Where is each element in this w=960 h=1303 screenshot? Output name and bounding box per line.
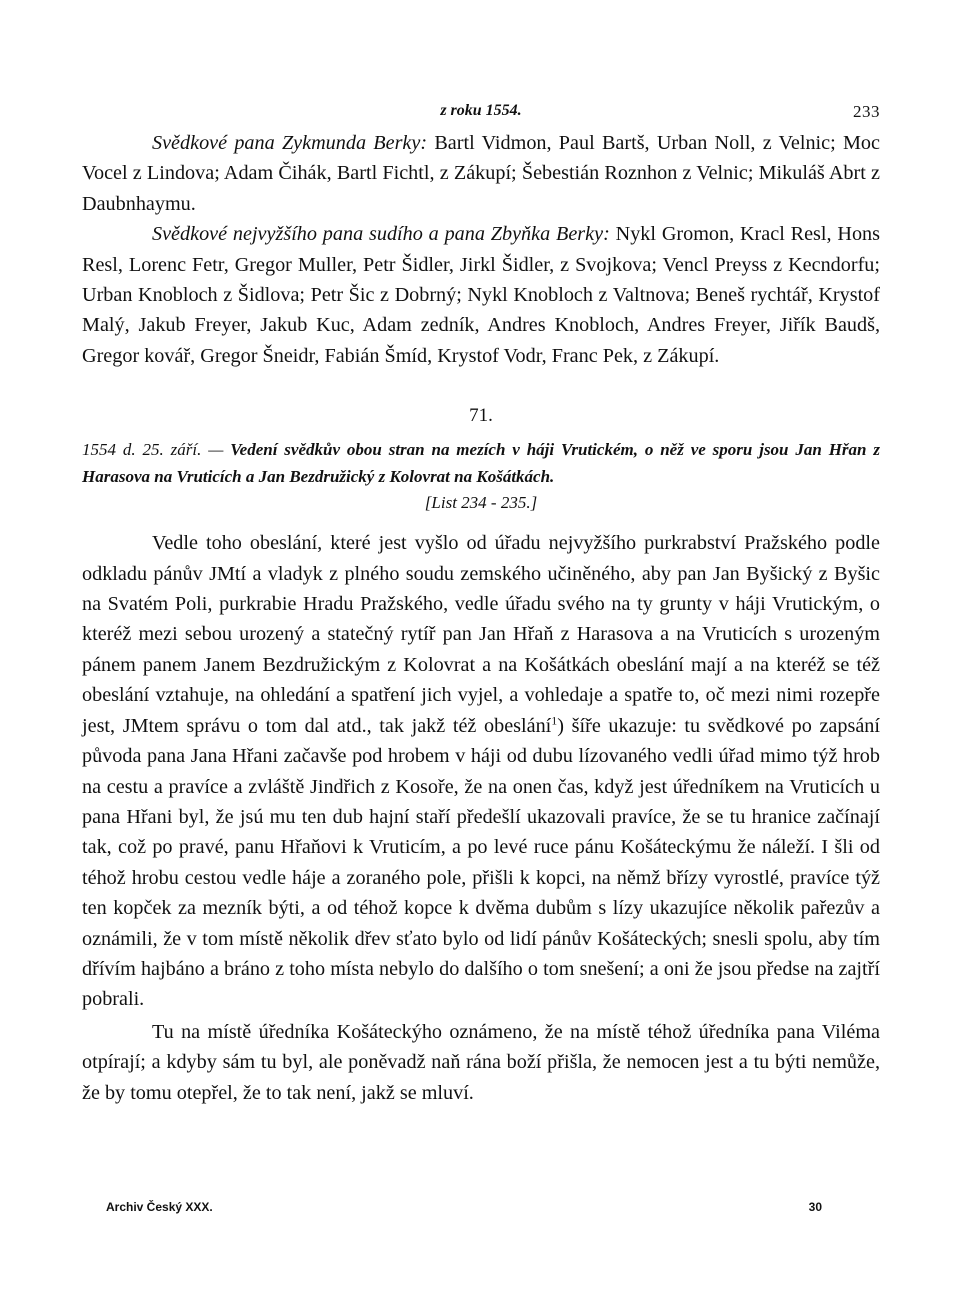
document-regest bbox=[82, 437, 880, 490]
page-number: 233 bbox=[853, 102, 880, 121]
document-summary: Vedení svědkův obou stran na mezích v háji Vrutickém, o něž ve sporu jsou Jan Hřan z Harasova na Vruticích a Jan Bezdružický z Kolovrat na Košátkách. bbox=[82, 440, 880, 486]
body-paragraph-2: Tu na místě úředníka Košáteckýho oznámeno, že na místě téhož úředníka pana Viléma otpírají; a kdyby sám tu byl, ale poněvadž naň rána boží přišla, že nemocen jest a tu býti nemůže, že by tomu otepřel, že to tak není, jakž se mluví. bbox=[82, 1020, 880, 1104]
body-paragraph-1 bbox=[82, 528, 880, 1015]
footer-signature: Archiv Český XXX. bbox=[106, 1200, 213, 1214]
regest-dash: — bbox=[201, 440, 231, 460]
footnote-marker: 1 bbox=[551, 712, 558, 727]
witnesses-list-judge: Nykl Gromon, Kracl Resl, Hons Resl, Lorenc Fetr, Gregor Muller, Petr Šidler, Jirkl Šidler, z Svojkova; Vencl Preyss z Kecndorfu; Urban Knobloch z Šidlova; Petr Šic z Dobrný; Nykl Knobloch z Valtnova; Beneš rychtář, Krystof Malý, Jakub Freyer, Jakub Kuc, Adam zedník, Andres Knobloch, Andres Freyer, Jiřík Baudš, Gregor kovář, Gregor Šneidr, Fabián Šmíd, Krystof Vodr, Franc Pek, z Zákupí. bbox=[82, 223, 880, 367]
witnesses-label-zykmund: Svědkové pana Zykmunda Berky: bbox=[152, 132, 428, 154]
footer-sheet-number: 30 bbox=[808, 1200, 822, 1214]
document-number: 71. bbox=[469, 405, 493, 427]
witnesses-label-judge: Svědkové nejvyžšího pana sudího a pana Zbyňka Berky: bbox=[152, 223, 610, 246]
document-body bbox=[82, 528, 880, 1108]
source-reference: [List 234 - 235.] bbox=[424, 493, 538, 513]
document-date: 1554 d. 25. září. bbox=[82, 440, 202, 460]
body-paragraph-1-part-b: ) šíře ukazuje: tu svědkové po zapsání původa pana Jana Hřani začavše pod hrobem v háji od dubu lízovaného vedli úřad mimo týž hrob na cestu a pravíce a zvláště Jindřich z Kosoře, že na onen čas, když jest úředníkem na Vruticích u pana Hřani byl, že jsú mu ten dub hajní staří předešlí ukazovali pravíce, že se tu hranice začínají tak, což po pravé, panu Hřaňovi k Vruticím, a po levé ruce pánu Košáteckýmu že náleží. I šli od téhož hrobu cestou vedle háje a zoraného pole, přišli k kopci, na němž břízy vyrostlé, pravíce týž ten kopček za mezník býti, a od téhož kopce k dvěma dubům s lízy ukazujíce několik pařezův a oznámili, že v tom místě několik dřev sťato bylo od lidí pánův Košáteckých; snesli spolu, aby tím dřívím hajbáno a bráno z toho místa nebylo do dalšího o tom snešení; a oni že jsou předse na zajtří pobrali. bbox=[82, 714, 880, 1011]
footer bbox=[106, 1196, 822, 1220]
running-head bbox=[82, 96, 880, 128]
witnesses-paragraph-judge bbox=[82, 219, 880, 371]
body-paragraph-1-part-a: Vedle toho obeslání, které jest vyšlo od úřadu nejvyžšího purkrabství Pražského podle odkladu pánův JMtí a vladyk z plného soudu zemského učiněného, aby pan Jan Byšický z Byšic na Svatém Poli, purkrabie Hradu Pražského, vedle úřadu svého na ty grunty v háji Vrutickým, o kteréž mezi sebou urozený a statečný rytíř pan Jan Hřaň z Harasova a na Vruticích s urozeným pánem panem Janem Bezdružickým z Kolovrat a na Košátkách obeslání mají a na kteréž se též obeslání vztahuje, na ohledání a spatření jich vyjel, a vohledaje a spatře to, oč mezi nimi rozepře jest, JMtem správu o tom dal atd., tak jakž též obeslání bbox=[82, 532, 880, 737]
page bbox=[82, 96, 880, 1108]
witnesses-list-zykmund: Bartl Vidmon, Paul Bartš, Urban Noll, z Velnic; Moc Vocel z Lindova; Adam Čihák, Bartl Fichtl, z Zákupí; Šebestián Roznhon z Velnic; Mikuláš Abrt z Daubnhaymu. bbox=[82, 132, 880, 215]
witnesses-paragraph-zykmund bbox=[82, 128, 880, 219]
running-head-title: z roku 1554. bbox=[440, 102, 522, 119]
